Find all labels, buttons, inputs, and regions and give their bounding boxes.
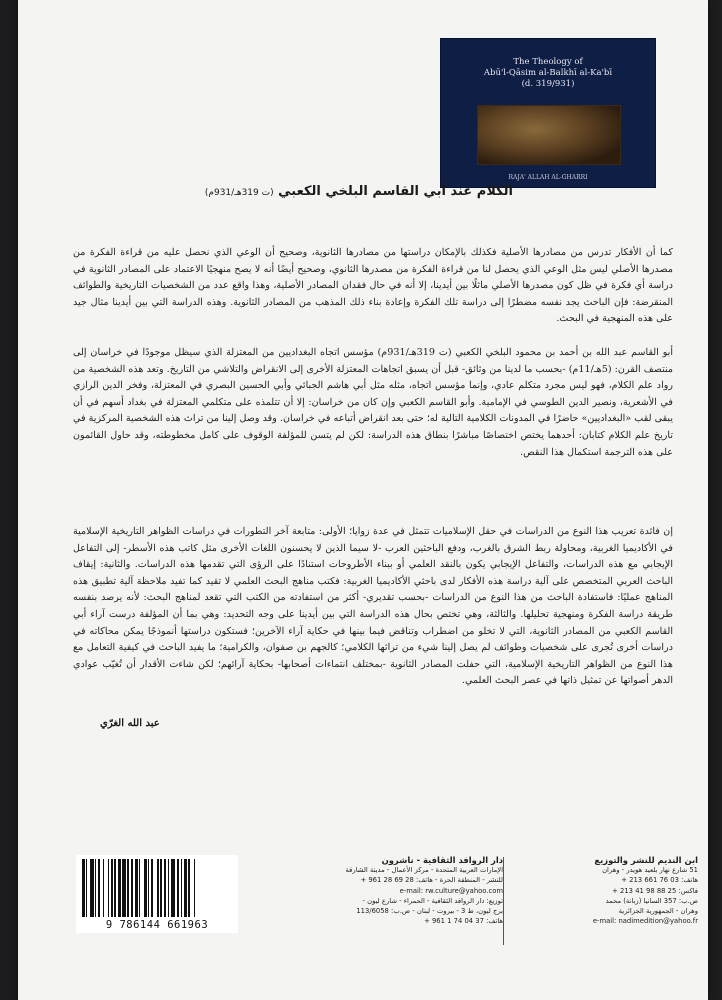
publisher-divider [503,857,504,945]
book-title-dates: (ت 319هـ/931م) [204,188,274,198]
book-title-main: الكلام عند أبي القاسم البلخي الكعبي [278,184,513,199]
thumbnail-title-line: Abū'l-Qāsim al-Balkhī al-Ka'bī [483,68,613,78]
front-cover-thumbnail [440,38,656,188]
book-title [205,184,513,199]
publisher-line: للنشر - المنطقة الحرة - هاتف: 28 69 28 961 + [360,876,503,885]
publisher-line: ص.ب: 357 السانيا (زبانة) محمد [605,896,698,905]
publisher-name: ابن النديم للنشر والتوزيع [594,855,698,865]
publisher-email: e-mail: rw.culture@yahoo.com [399,886,503,895]
thumbnail-title-line: The Theology of [513,57,583,67]
publisher-line: الإمارات العربية المتحدة - مركز الأعمال - مدينة الشارقة [345,866,503,875]
publisher-nadim [508,855,698,926]
publisher-email: e-mail: nadimedition@yahoo.fr [592,917,698,926]
barcode-number: 9 786144 661963 [105,919,209,931]
blurb-paragraph-3: إن فائدة تعريب هذا النوع من الدراسات في حقل الإسلاميات تتمثل في عدة زوايا؛ الأولى: متابعة آخر التطورات في دراسات الظواهر التاريخية الإسلامية في الأكاديميا الغربية، ومحاولة ربط الشرق بالغرب، ودفع الباحثين العرب -لا سيما الذين لا يحسنون اللغات الأخرى مثل كاتب هذه الأسطر- إلى التفاعل الإيجابي مع هذه الدراسات، والتفاعل الإيجابي يكون بالنقد العلمي أو ببناء الأطروحات استنادًا على الرؤى التي تقدمها هذه الدراسات. والثانية: إيقاف الباحث العربي المتخصص على آلية دراسة هذه الأفكار لدى باحثي الأكاديميا الغربية: فكتب مناهج البحث العلمي لا تقيد كما تفيد ملاحظة آلية تطبيق هذه المناهج عمليًا: فاستفادة الباحث من هذا النوع من الدراسات -بحسب تقديري- أكثر من استفادته من الكتب التي تقعد لمناهج البحث: لأنه يرصد بنفسه طريقة دراسة الفكرة ومنهجية تحليلها. والثالثة، وهي تختص بحال هذه الدراسة التي بين أيدينا على وجه التحديد: وهي بما أن المؤلفة درست آراء أبي القاسم الكعبي من المصادر الثانوية، التي لا تخلو من اضطراب وتناقض فيما بينها في حكاية آراء الآخرين؛ فستكون دراستها أنموذجًا يمكن محاكاته في دراسات أخرى تُجرى على شخصيات وطوائف لم يصل إلينا شيء من تراثها الكلامي؛ كالجهم بن صفوان، والكرامية؛ ما يفيد الباحث في كيفية التعامل مع هذا النوع من الظواهر التاريخية الإسلامية، التي حفلت المصادر الثانوية -بمختلف انتماءات أصحابها- بحكاية آرائهم؛ لكن شاءت الأقدار أن تُغيّب عوادي الدهر أصواتها عن تمثيل ذاتها في عصر البحث العلمي. [73,526,673,687]
thumbnail-artwork [477,105,621,165]
publisher-line: هاتف: 37 04 74 1 961 + [424,917,503,926]
publisher-line: وهران - الجمهورية الجزائرية [618,907,698,916]
thumbnail-author: RAJA' ALLAH AL-GHARRI [508,174,588,181]
isbn-barcode [76,855,238,933]
book-back-cover [18,0,708,1000]
blurb-paragraph-1: كما أن الأفكار تدرس من مصادرها الأصلية فكذلك بالإمكان دراستها من مصادرها الثانوية، وصحيح أن الوعي الذي نحصل عليه من قراءة الفكرة من مصدرها الأصلي ليس مثل الوعي الذي يحصل لنا من قراءة الفكرة من مصدرها الثانوي، وصحيح أيضًا أنه لا يصح منهجيًا الاعتماد على المصادر الثانوية في دراسة أي فكرة في ظل كون مصدرها الأصلي ماثلًا بين أيدينا، إلا أنه في حال فقدان المصادر الأصلية، وهذا واقع عدد من الشخصيات التاريخية والطوائف المنقرضة: فإن الباحث يجد نفسه مضطرًا إلى دراسة تلك الفكرة وإعادة بناء ذلك المذهب من المصادر الثانوية. وهذه الدراسة التي بين أيدينا مثال جيد على هذه المنهجية في البحث. [73,247,673,325]
translator-signature: عبد الله الغرّي [100,718,160,729]
thumbnail-title [441,39,655,90]
publisher-line: هاتف: 03 76 661 213 + [621,876,698,885]
thumbnail-title-line: (d. 319/931) [521,79,575,89]
barcode-bars [82,859,232,917]
barcode-bar [195,859,198,917]
publisher-line: 51 شارع نهار بلعيد هويدر - وهران [602,866,698,875]
publisher-line: توزيع: دار الروافد الثقافية - الحمراء - شارع ليون - [362,896,503,905]
publisher-name: دار الروافد الثقافية - ناشرون [381,855,503,865]
publisher-rawafed [303,855,503,926]
publisher-line: برج ليون، ط 3 - بيروت - لبنان - ص.ب: 113/6058 [356,907,503,916]
publisher-line: فاكس: 25 88 98 41 213 + [612,886,698,895]
blurb-paragraph-2: أبو القاسم عبد الله بن أحمد بن محمود البلخي الكعبي (ت 319هـ/931م) مؤسس اتجاه البغداديين من المعتزلة الذي سيظل موجودًا في خراسان إلى منتصف القرن: (5هـ/11م) -بحسب ما لدينا من وثائق- قبل أن يسبق اتجاهات المعتزلة الأخرى إلى الانقراض والتلاشي من التاريخ. وتعد هذه الشخصية من رواد علم الكلام، فهو ليس مجرد متكلم عادي، وإنما مؤسس اتجاه، مثله مثل أبي هاشم الجبائي وأبي الحسين البصري في المعتزلة، وفخر الدين الرازي في الأشعرية، ونصير الدين الطوسي في الإمامية. وأبو القاسم الكعبي وإن كان من خراسان: إلا أن تتلمذه على متكلمي المعتزلة في بغداد أسهم في أن يبقى لقب «البغداديين» حاضرًا في المدونات الكلامية التالية له؛ حتى بعد انقراض أتباعه في خراسان. وقد وصل إلينا من تراث هذه الشخصية المركزية في تاريخ علم الكلام كتابان: أحدهما يختص اختصاصًا مباشرًا بنطاق هذه الدراسة: لكن لم يتسن للمؤلفة الوقوف على كامل مخطوطته، وقد حاول القائمون على هذه الترجمة استكمال هذا النقص. [73,347,674,458]
